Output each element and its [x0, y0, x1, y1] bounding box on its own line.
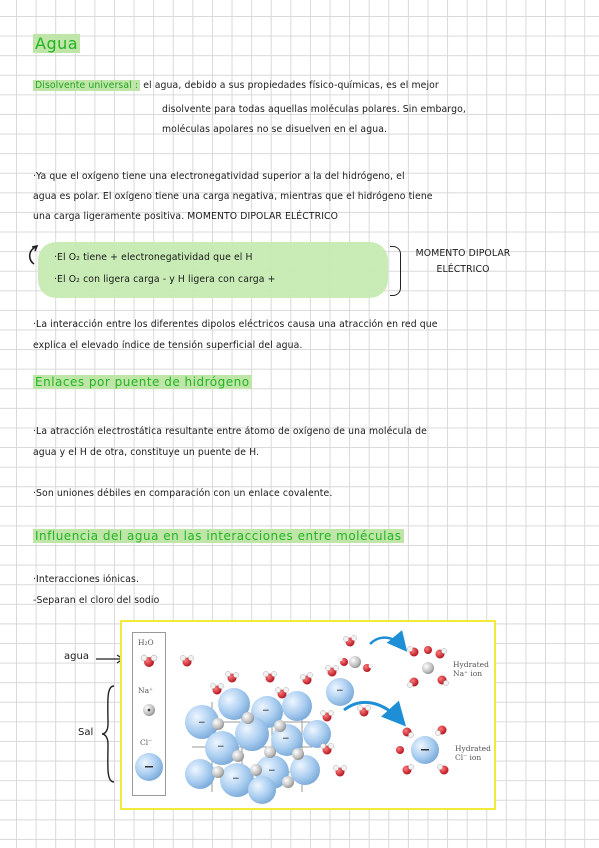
- disolvente-line-3: moléculas apolares no se disuelven en el agua.: [162, 124, 388, 135]
- hydrated-na-caption-2: Na⁺ ion: [453, 669, 483, 678]
- influence-heading: Influencia del agua en las interacciones entre moléculas: [35, 529, 402, 543]
- polar-line-3: una carga ligeramente positiva. MOMENTO DIPOLAR ELÉCTRICO: [33, 211, 339, 222]
- disolvente-line-1: el agua, debido a sus propiedades físico-químicas, es el mejor: [143, 80, 439, 91]
- hydrogen-bonds-heading: Enlaces por puente de hidrógeno: [35, 375, 250, 389]
- polar-line-1: ·Ya que el oxígeno tiene una electronegatividad superior a la del hidrógeno, el: [33, 171, 405, 182]
- dipole-label: [408, 246, 518, 278]
- dissolution-figure: [120, 620, 496, 810]
- legend-water-molecule: [141, 655, 157, 667]
- minus-sign: −: [198, 718, 206, 728]
- minus-sign: −: [336, 686, 344, 696]
- hand-label-agua: agua: [64, 651, 89, 662]
- disolvente-label: Disolvente universal :: [35, 80, 139, 91]
- dipole-item-1: ·El O₂ tiene + electronegatividad que el H: [54, 252, 253, 263]
- hydrated-cl-caption: [455, 744, 491, 762]
- interaction-line-1: ·La interacción entre los diferentes dipolos eléctricos causa una atracción en red que: [33, 319, 438, 330]
- hand-label-sal: Sal: [78, 727, 94, 738]
- left-brace-icon: [100, 684, 118, 784]
- hydrated-na-caption: [453, 660, 489, 678]
- minus-sign: −: [268, 766, 276, 776]
- legend-na-label: Na⁺: [138, 686, 153, 695]
- minus-sign: −: [232, 774, 240, 784]
- influence-line-1: ·Interacciones iónicas.: [33, 574, 140, 585]
- minus-sign: −: [262, 706, 270, 716]
- arrow-to-hydrated-na: [370, 638, 404, 648]
- hydrated-chloride: [396, 726, 449, 775]
- hydrogen-line-2: agua y el H de otra, constituye un puente de H.: [33, 447, 260, 458]
- disolvente-section: [33, 76, 573, 96]
- right-brace: [390, 246, 401, 296]
- dipole-label-1: MOMENTO DIPOLAR: [415, 248, 511, 259]
- disolvente-line-2: disolvente para todas aquellas moléculas polares. Sin embargo,: [162, 104, 466, 115]
- hydrated-na-caption-1: Hydrated: [453, 660, 489, 669]
- page-title: Agua: [35, 34, 79, 53]
- legend-cl-label: Cl⁻: [140, 738, 153, 747]
- legend-h2o-label: H₂O: [138, 638, 154, 647]
- polar-line-2: agua es polar. El oxígeno tiene una carga negativa, mientras que el hidrógeno tiene: [33, 191, 433, 202]
- minus-sign: −: [217, 742, 225, 752]
- minus-sign: −: [282, 734, 290, 744]
- hydrogen-line-3: ·Son uniones débiles en comparación con un enlace covalente.: [33, 488, 333, 499]
- hydrated-sodium: [338, 635, 449, 687]
- figure-art: [122, 622, 493, 807]
- arrow-to-hydrated-cl: [344, 702, 402, 722]
- hydrated-cl-caption-2: Cl⁻ ion: [455, 753, 482, 762]
- legend-chloride: [135, 753, 163, 781]
- interaction-line-2: explica el elevado índice de tensión superficial del agua.: [33, 340, 303, 351]
- hydrated-cl-caption-1: Hydrated: [455, 744, 491, 753]
- curved-arrow-icon: [26, 244, 50, 266]
- influence-line-2: -Separan el cloro del sodio: [33, 595, 160, 606]
- dipole-item-2: ·El O₂ con ligera carga - y H ligera con carga +: [54, 274, 276, 285]
- dipole-label-2: ELÉCTRICO: [436, 264, 490, 275]
- salt-crystal: [185, 688, 331, 804]
- legend-sodium: [143, 704, 155, 716]
- hydrogen-line-1: ·La atracción electrostática resultante entre átomo de oxígeno de una molécula de: [33, 426, 427, 437]
